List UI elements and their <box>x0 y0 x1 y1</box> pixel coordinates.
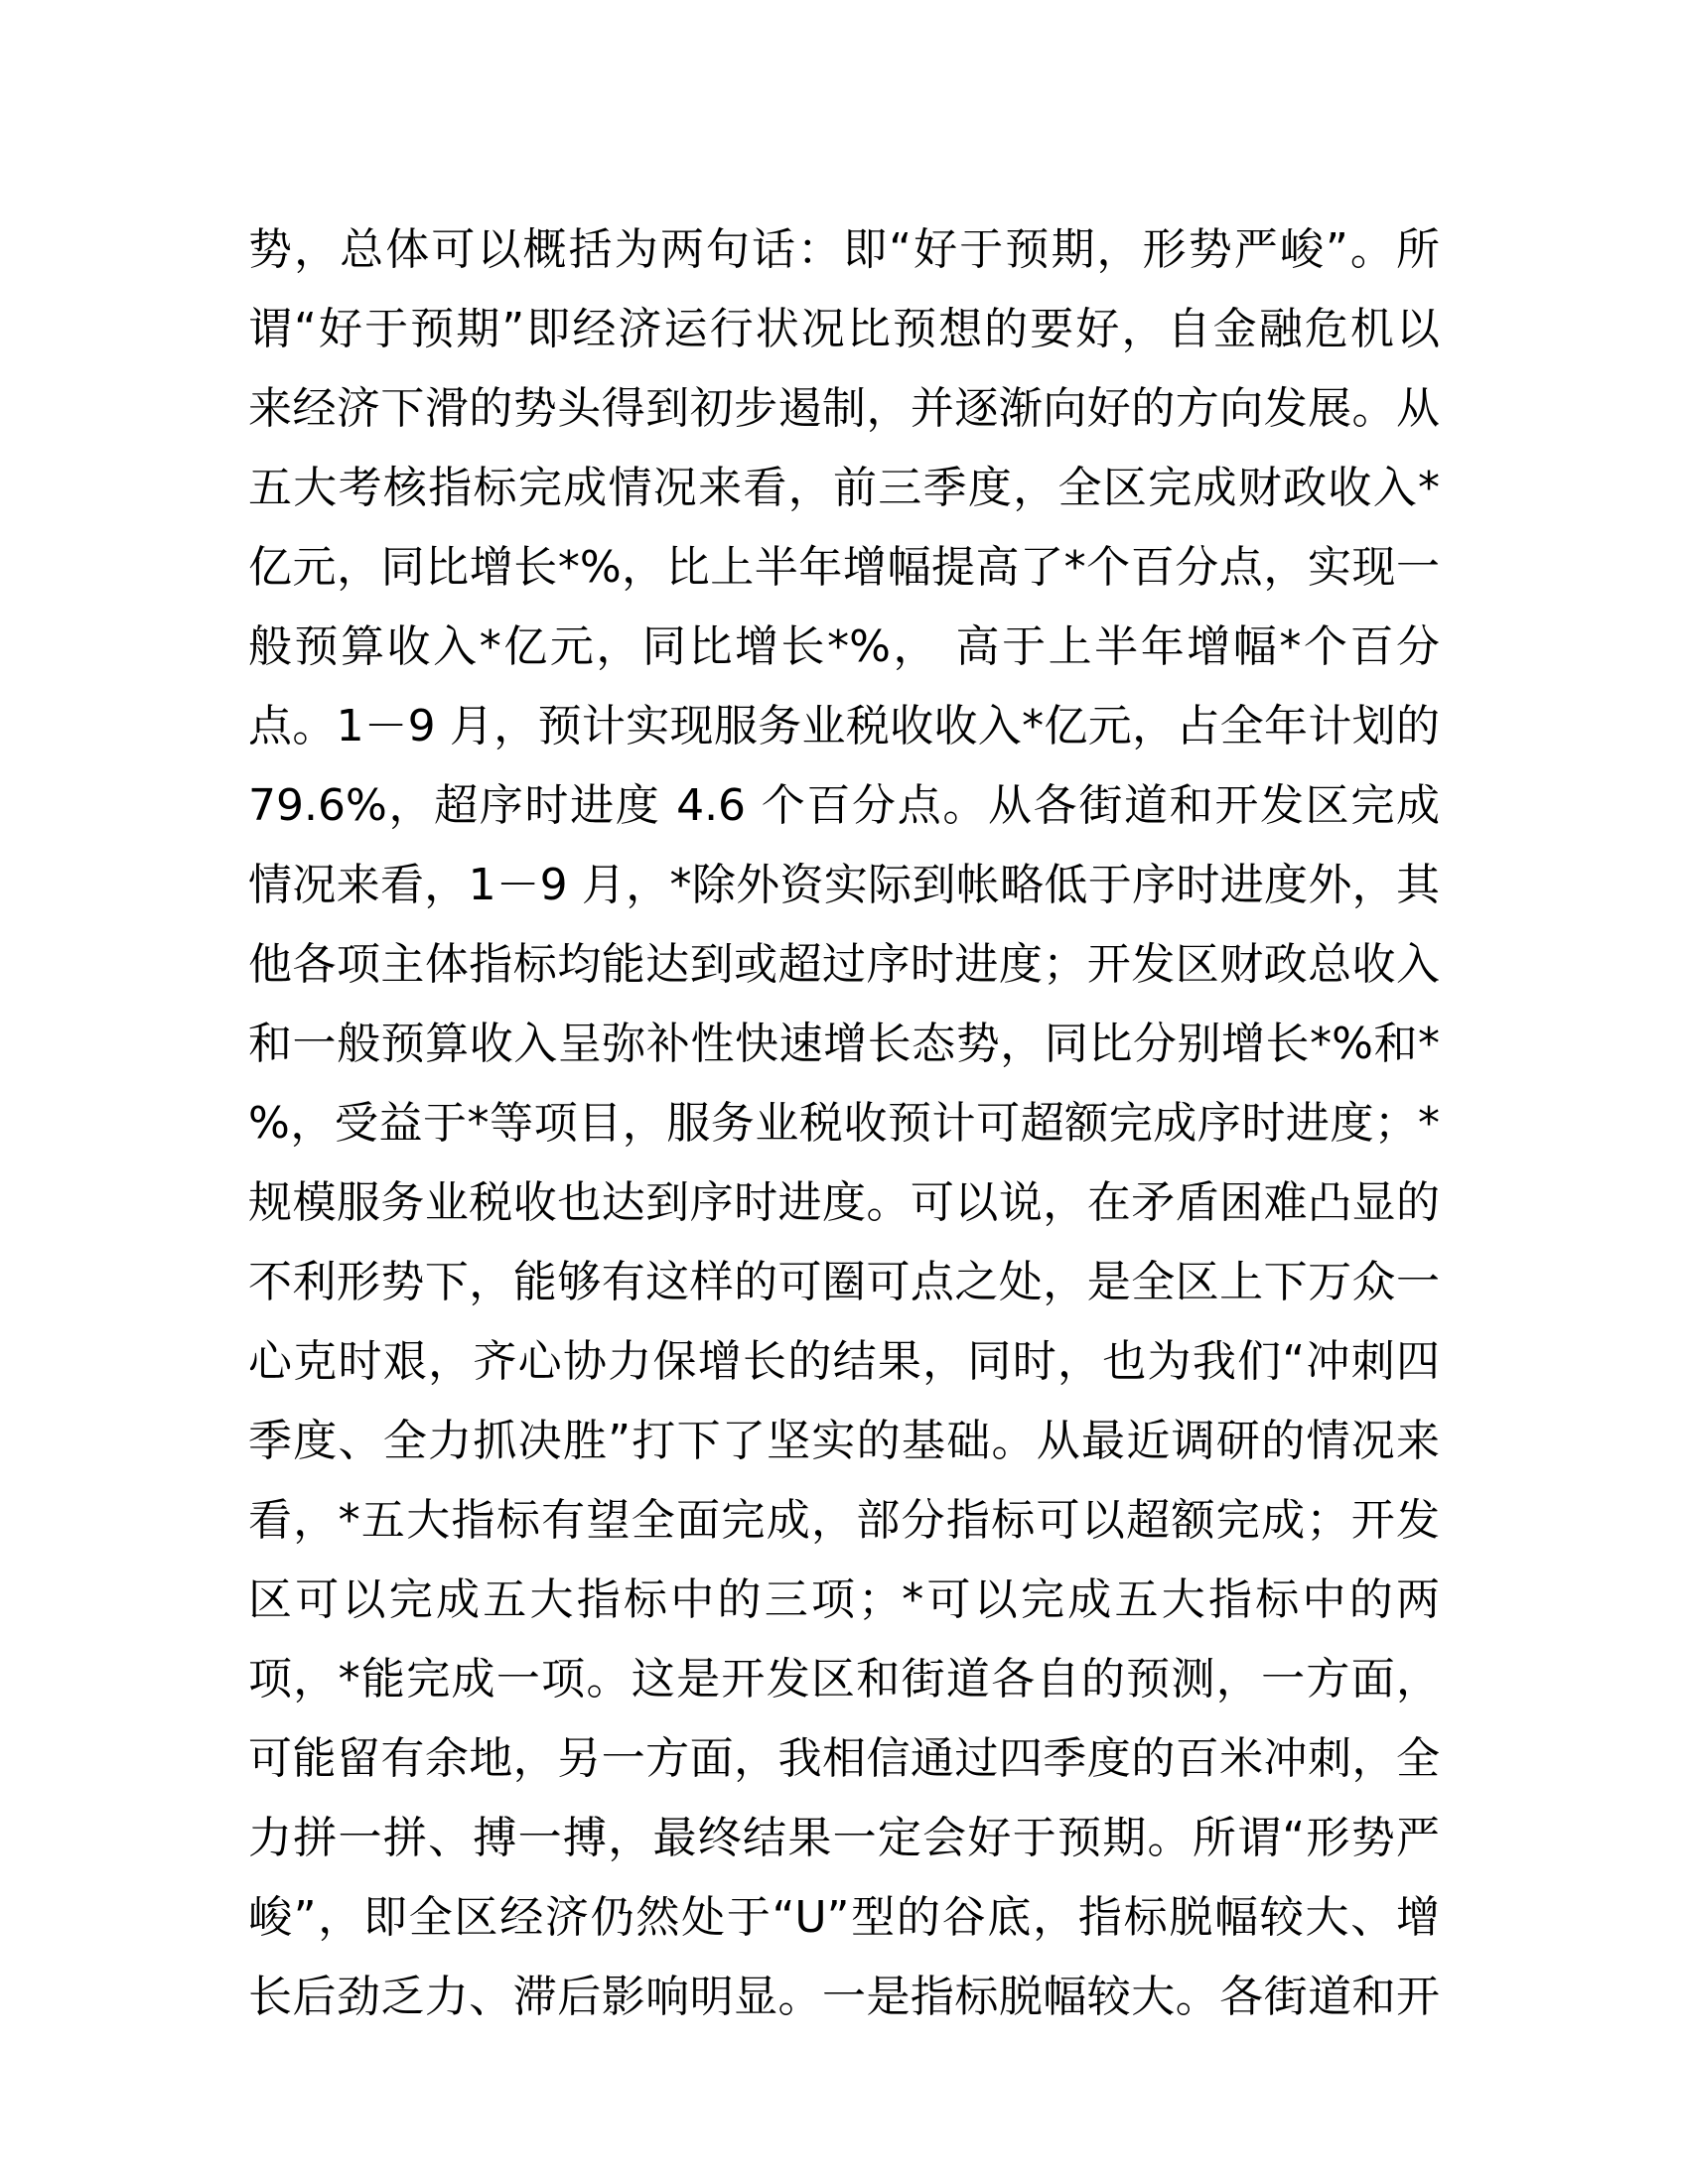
body-paragraph <box>248 210 1440 2037</box>
text-line: 来经济下滑的势头得到初步遏制，并逐渐向好的方向发展。从 <box>248 383 1440 434</box>
text-line: %，受益于*等项目，服务业税收预计可超额完成序时进度；* <box>248 1098 1440 1149</box>
text-line: 力拼一拼、搏一搏，最终结果一定会好于预期。所谓“形势严 <box>248 1813 1440 1863</box>
text-line: 般预算收入*亿元，同比增长*%， 高于上半年增幅*个百分 <box>248 621 1440 672</box>
text-line: 点。1－9 月，预计实现服务业税收收入*亿元，占全年计划的 <box>248 701 1440 751</box>
text-line: 不利形势下，能够有这样的可圈可点之处，是全区上下万众一 <box>248 1257 1440 1307</box>
text-line: 峻”，即全区经济仍然处于“U”型的谷底，指标脱幅较大、增 <box>248 1892 1440 1943</box>
text-line: 季度、全力抓决胜”打下了坚实的基础。从最近调研的情况来 <box>248 1416 1440 1466</box>
text-line: 五大考核指标完成情况来看，前三季度，全区完成财政收入* <box>248 463 1440 513</box>
text-line: 项，*能完成一项。这是开发区和街道各自的预测，一方面， <box>248 1654 1440 1705</box>
text-line: 可能留有余地，另一方面，我相信通过四季度的百米冲刺，全 <box>248 1733 1440 1784</box>
text-line: 规模服务业税收也达到序时进度。可以说，在矛盾困难凸显的 <box>248 1177 1440 1228</box>
text-line: 看，*五大指标有望全面完成，部分指标可以超额完成；开发 <box>248 1495 1440 1546</box>
text-line: 势，总体可以概括为两句话：即“好于预期，形势严峻”。所 <box>248 224 1440 275</box>
text-line: 谓“好于预期”即经济运行状况比预想的要好，自金融危机以 <box>248 304 1440 354</box>
text-line: 区可以完成五大指标中的三项；*可以完成五大指标中的两 <box>248 1574 1440 1625</box>
text-line: 他各项主体指标均能达到或超过序时进度；开发区财政总收入 <box>248 939 1440 990</box>
text-line: 亿元，同比增长*%，比上半年增幅提高了*个百分点，实现一 <box>248 542 1440 593</box>
text-line: 心克时艰，齐心协力保增长的结果，同时，也为我们“冲刺四 <box>248 1336 1440 1387</box>
text-line: 长后劲乏力、滞后影响明显。一是指标脱幅较大。各街道和开 <box>248 1972 1440 2022</box>
text-line: 79.6%，超序时进度 4.6 个百分点。从各街道和开发区完成 <box>248 780 1440 831</box>
text-line: 情况来看，1－9 月，*除外资实际到帐略低于序时进度外，其 <box>248 860 1440 910</box>
text-line: 和一般预算收入呈弥补性快速增长态势，同比分别增长*%和* <box>248 1019 1440 1069</box>
